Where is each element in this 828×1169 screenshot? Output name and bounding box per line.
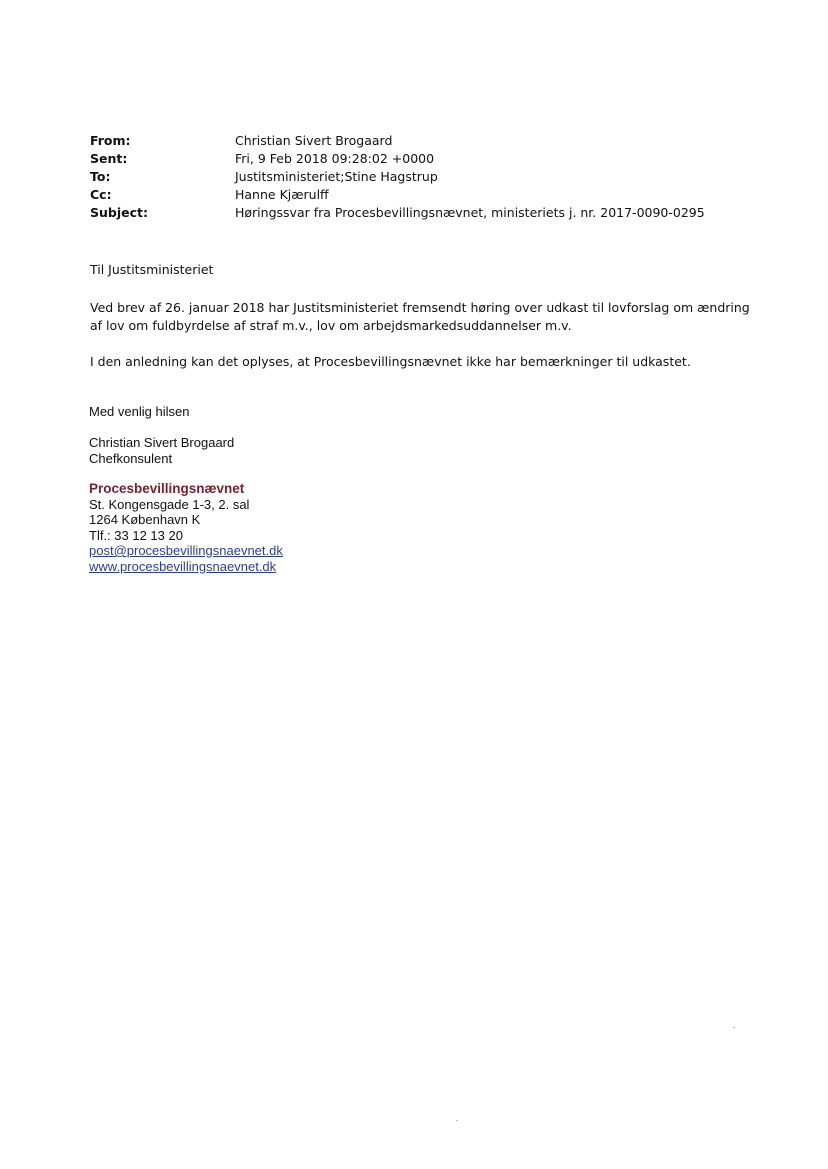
body-paragraph-2: I den anledning kan det oplyses, at Procesbevillingsnævnet ikke har bemærkninger til udkastet. (90, 354, 691, 369)
from-value: Christian Sivert Brogaard (235, 133, 393, 148)
signature-title: Chefkonsulent (89, 450, 173, 466)
to-label: To: (90, 169, 111, 184)
from-row (90, 132, 705, 150)
address-line-1: St. Kongensgade 1-3, 2. sal (89, 496, 250, 512)
scan-speck (733, 1027, 735, 1028)
subject-label: Subject: (90, 205, 148, 220)
phone: Tlf.: 33 12 13 20 (89, 527, 183, 543)
cc-label: Cc: (90, 187, 112, 202)
body-paragraph-1: Ved brev af 26. januar 2018 har Justitsministeriet fremsendt høring over udkast til lovforslag om ændring af lov om fuldbyrdelse af straf m.v., lov om arbejdsmarkedsuddannelser m.v. (90, 300, 750, 333)
address-line-2: 1264 København K (89, 512, 201, 527)
subject-row (90, 204, 705, 222)
sent-row (90, 150, 705, 168)
signature-name: Christian Sivert Brogaard (89, 435, 235, 450)
closing: Med venlig hilsen (89, 404, 190, 419)
organization-name: Procesbevillingsnævnet (89, 481, 245, 496)
email-link[interactable]: post@procesbevillingsnaevnet.dk (89, 543, 283, 558)
cc-row (90, 186, 705, 204)
greeting: Til Justitsministeriet (90, 262, 214, 277)
to-row (90, 168, 705, 186)
scan-speck (456, 1120, 458, 1121)
website-link[interactable]: www.procesbevillingsnaevnet.dk (89, 558, 277, 574)
from-label: From: (90, 133, 131, 148)
signature-name-block (89, 435, 234, 466)
cc-value: Hanne Kjærulff (235, 187, 329, 202)
sent-value: Fri, 9 Feb 2018 09:28:02 +0000 (235, 151, 435, 166)
subject-value: Høringssvar fra Procesbevillingsnævnet, ministeriets j. nr. 2017-0090-0295 (235, 205, 705, 220)
sent-label: Sent: (90, 151, 128, 166)
to-value: Justitsministeriet;Stine Hagstrup (235, 169, 438, 184)
email-header (90, 132, 705, 222)
organization-block (89, 481, 283, 574)
